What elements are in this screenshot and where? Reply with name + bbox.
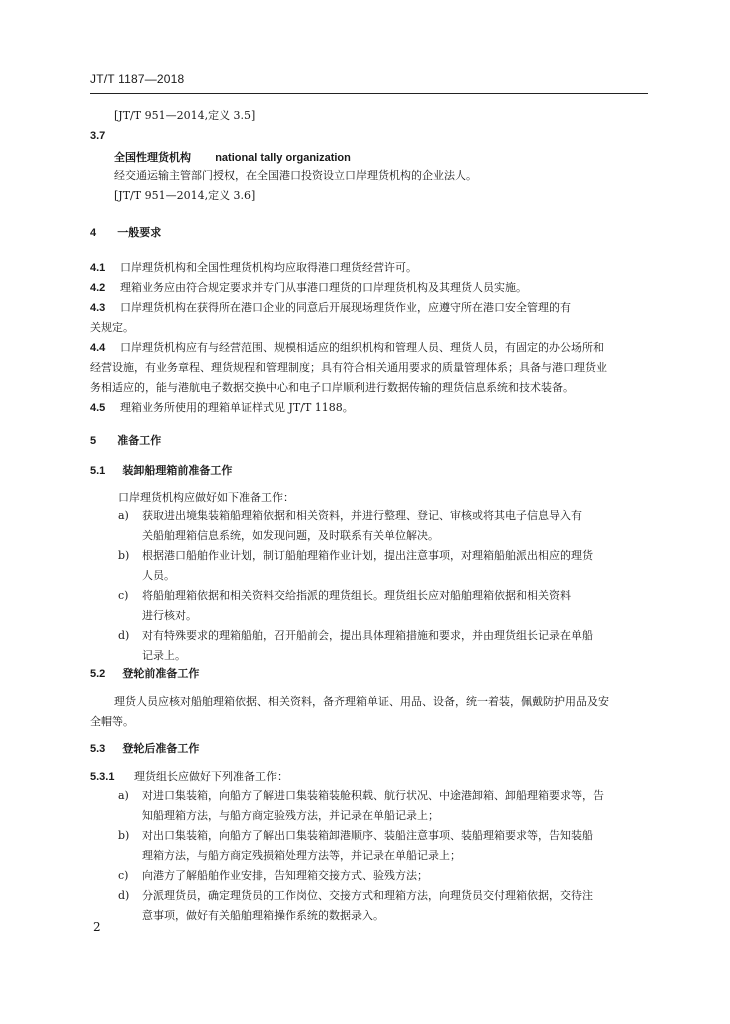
list-item-text: 记录上。 xyxy=(142,649,186,662)
list-item-text: 理箱方法，与船方商定残损箱处理方法等，并记录在单船记录上； xyxy=(142,849,461,862)
list-item-text: 对出口集装箱，向船方了解出口集装箱卸港顺序、装船注意事项、装船理箱要求等，告知装船 xyxy=(142,829,593,842)
header-rule xyxy=(90,93,648,94)
list-label: d) xyxy=(118,889,130,902)
paragraph-text: 全帽等。 xyxy=(90,715,134,728)
list-item-text: 获取进出境集装箱船理箱依据和相关资料，并进行整理、登记、审核或将其电子信息导入有 xyxy=(142,509,582,522)
clause-number: 4.4 xyxy=(90,342,106,354)
list-item-text: 向港方了解船舶作业安排，告知理箱交接方式、验残方法； xyxy=(142,869,428,882)
list-item-text: 进行核对。 xyxy=(142,609,197,622)
intro-text: 理货组长应做好下列准备工作： xyxy=(134,770,288,783)
list-item-text: 分派理货员，确定理货员的工作岗位、交接方式和理箱方法，向理货员交付理箱依据，交待注 xyxy=(142,889,593,902)
list-label: b) xyxy=(118,549,130,562)
list-label: d) xyxy=(118,629,130,642)
subsection-title: 登轮前准备工作 xyxy=(122,667,200,680)
clause-text: 口岸理货机构在获得所在港口企业的同意后开展现场理货作业，应遵守所在港口安全管理的有 xyxy=(120,301,571,314)
term-en: national tally organization xyxy=(215,152,351,164)
list-item-text: 人员。 xyxy=(142,569,175,582)
subsection-heading xyxy=(90,737,199,759)
standard-id: JT/T 1187—2018 xyxy=(90,72,185,86)
clause-text: 口岸理货机构应有与经营范围、规模相适应的组织机构和管理人员、理货人员，有固定的办公场所和 xyxy=(120,341,604,354)
subsection-heading xyxy=(90,459,232,481)
definition-ref: [JT/T 951—2014,定义 3.6] xyxy=(114,189,256,202)
clause-text: 经营设施，有业务章程、理货规程和管理制度；具有符合相关通用要求的质量管理体系；具备与港口理货业 xyxy=(90,361,607,374)
list-label: a) xyxy=(118,789,129,802)
definition-ref: [JT/T 951—2014,定义 3.5] xyxy=(114,109,256,122)
section-number: 5 xyxy=(90,435,97,447)
list-item-text: 关船舶理箱信息系统，如发现问题，及时联系有关单位解决。 xyxy=(142,529,439,542)
paragraph-text: 理货人员应核对船舶理箱依据、相关资料，备齐理箱单证、用品、设备，统一着装，佩戴防护用品及安 xyxy=(114,695,609,708)
term-heading xyxy=(114,146,351,168)
list-item-text: 知船理箱方法，与船方商定验残方法，并记录在单船记录上； xyxy=(142,809,439,822)
section-heading xyxy=(90,429,161,451)
intro-text: 口岸理货机构应做好如下准备工作： xyxy=(118,491,294,504)
section-title: 准备工作 xyxy=(117,434,162,447)
clause-number: 5.3.1 xyxy=(90,771,115,783)
clause-number: 4.2 xyxy=(90,282,106,294)
list-item-text: 对有特殊要求的理箱船舶，召开船前会，提出具体理箱措施和要求，并由理货组长记录在单船 xyxy=(142,629,593,642)
term-zh: 全国性理货机构 xyxy=(114,151,191,164)
list-item-text: 意事项，做好有关船舶理箱操作系统的数据录入。 xyxy=(142,909,384,922)
subsection-heading xyxy=(90,662,199,684)
clause-text: 理箱业务所使用的理箱单证样式见 JT/T 1188。 xyxy=(120,401,354,414)
subsection-number: 5.1 xyxy=(90,465,106,477)
list-item-text: 将船舶理箱依据和相关资料交给指派的理货组长。理货组长应对船舶理箱依据和相关资料 xyxy=(142,589,571,602)
clause-number: 3.7 xyxy=(90,130,106,142)
section-heading xyxy=(90,221,161,243)
clause-number: 4.5 xyxy=(90,402,106,414)
clause-text: 关规定。 xyxy=(90,321,134,334)
clause-text: 务相适应的，能与港航电子数据交换中心和电子口岸顺利进行数据传输的理货信息系统和技术装备。 xyxy=(90,381,574,394)
subsection-title: 登轮后准备工作 xyxy=(122,742,200,755)
section-title: 一般要求 xyxy=(117,226,162,239)
clause-text: 理箱业务应由符合规定要求并专门从事港口理货的口岸理货机构及其理货人员实施。 xyxy=(120,281,527,294)
list-label: b) xyxy=(118,829,130,842)
subsection-number: 5.3 xyxy=(90,743,106,755)
clause-text: 口岸理货机构和全国性理货机构均应取得港口理货经营许可。 xyxy=(120,261,417,274)
subsection-number: 5.2 xyxy=(90,668,106,680)
term-definition: 经交通运输主管部门授权，在全国港口投资设立口岸理货机构的企业法人。 xyxy=(114,169,477,182)
subsection-title: 装卸船理箱前准备工作 xyxy=(122,464,233,477)
list-label: c) xyxy=(118,589,129,602)
list-item-text: 根据港口船舶作业计划，制订船舶理箱作业计划，提出注意事项，对理箱船舶派出相应的理货 xyxy=(142,549,593,562)
page-number: 2 xyxy=(93,920,101,934)
clause-number: 4.3 xyxy=(90,302,106,314)
list-label: a) xyxy=(118,509,129,522)
clause-number: 4.1 xyxy=(90,262,106,274)
list-label: c) xyxy=(118,869,129,882)
section-number: 4 xyxy=(90,227,97,239)
list-item-text: 对进口集装箱，向船方了解进口集装箱装舱积载、航行状况、中途港卸箱、卸船理箱要求等，告 xyxy=(142,789,604,802)
